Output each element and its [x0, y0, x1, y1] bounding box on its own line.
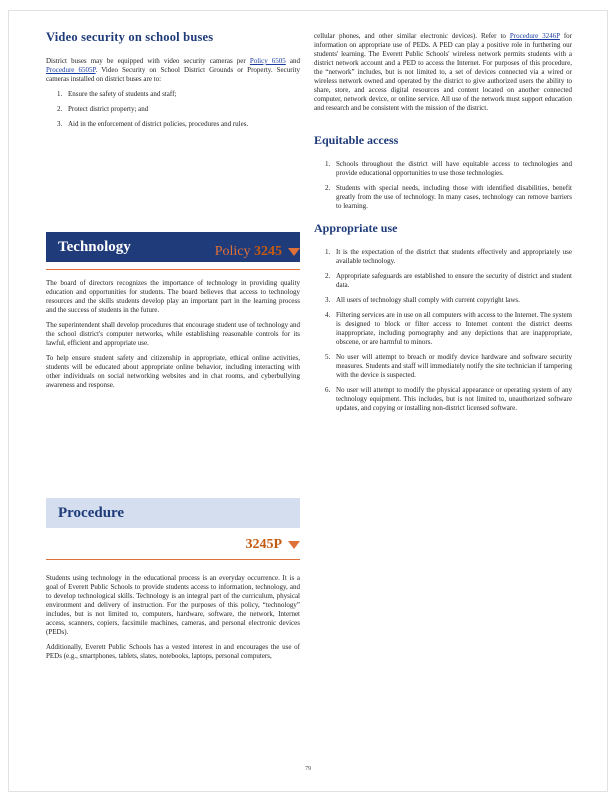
procedure-3245p: 3245P — [245, 537, 282, 552]
policy-6505-link[interactable]: Policy 6505 — [249, 57, 286, 65]
technology-paragraph-2: The superintendent shall develop procedures that encourage student use of technology and the school district's computer networks, while establishing reasonable controls for its lawful, efficient and appropriate use. — [46, 321, 300, 347]
right-column — [314, 32, 572, 419]
policy-3245: 3245 — [254, 244, 282, 259]
policy-divider — [46, 269, 300, 270]
list-item: 2. Protect district property; and — [64, 105, 300, 114]
appropriate-use-heading: Appropriate use — [314, 221, 398, 235]
technology-paragraph-1: The board of directors recognizes the importance of technology in providing quality education and opportunities for students. The board believes that access to technology resources and the skills students develop play an important part in the learning process and the success of students in the future. — [46, 279, 300, 314]
page-number: 79 — [305, 766, 311, 772]
list-item: 1. It is the expectation of the district that students effectively and appropriately use available technology. — [332, 248, 572, 266]
policy-label: Policy — [214, 244, 251, 259]
procedure-6505p-link[interactable]: Procedure 6505P — [46, 66, 96, 74]
procedure-paragraph-1: Students using technology in the educational process is an everyday occurrence. It is a goal of Everett Public Schools to provide students access to information, technology, and to develop technological skills. Technology is an integral part of the curriculum, physical environment and delivery of instruction. For the purposes of this policy, “technology” includes, but is not limited to, computers, hardware, software, the network, Internet access, scanners, copiers, facsimile machines, cameras, and personal electronic devices (PEDs). — [46, 574, 300, 636]
continuation-text-a: cellular phones, and other similar electronic devices). Refer to — [314, 32, 510, 40]
policy-number — [200, 244, 300, 260]
list-item: 3. All users of technology shall comply with current copyright laws. — [332, 296, 572, 305]
video-security-paragraph — [46, 57, 300, 84]
procedure-number — [200, 537, 300, 553]
list-item: 4. Filtering services are in use on all computers with access to the Internet. The system is designed to block or filter access to Internet content the district deems inappropriate, including pornography and any depictions that are inappropriate, obscene, or are harmful to minors. — [332, 311, 572, 347]
list-item: 3. Aid in the enforcement of district policies, procedures and rules. — [64, 120, 300, 129]
video-security-heading: Video security on school buses — [46, 30, 214, 44]
triangle-down-icon — [288, 248, 300, 256]
procedure-continuation — [314, 32, 572, 113]
continuation-text-b: for information on appropriate use of PEDs. A PED can play a positive role in furthering our students' learning. The Everett Public Schools' wireless network permits students with a district network account and a PED to access the Internet. For purposes of this procedure, the “network” includes, but is not limited to, a set of devices connected via a wired or wireless network owned and operated by the district to give authorized users the ability to share, store, and access digital resources and content located on another connected computer, network device, or online service. All use of the network must support education and research and be consistent with the mission of the district. — [314, 32, 572, 112]
list-item: 5. No user will attempt to breach or modify device hardware and software security measures. Students and staff will immediately notify the site technician if tampering with the device is suspected. — [332, 353, 572, 380]
list-item: 6. No user will attempt to modify the physical appearance or operating system of any technology equipment. This includes, but is not limited to, unauthorized software updates, and copying or installing non-district licensed software. — [332, 386, 572, 413]
appropriate-use-list — [314, 248, 572, 413]
list-item: 1. Schools throughout the district will have equitable access to technologies and provide educational opportunities to use those technologies. — [332, 160, 572, 178]
video-text-and: and — [285, 57, 301, 65]
equitable-access-list — [314, 160, 572, 211]
technology-section — [46, 279, 300, 390]
triangle-down-icon — [288, 541, 300, 549]
video-text-b: . Video Security on School District Grounds or Property. Security cameras installed on district buses are to: — [46, 66, 300, 83]
equitable-access-heading: Equitable access — [314, 133, 399, 147]
list-item: 2. Appropriate safeguards are established to ensure the security of district and student data. — [332, 272, 572, 290]
procedure-section — [46, 574, 300, 661]
list-item: 2. Students with special needs, including those with identified disabilities, benefit greatly from the use of technology. In many cases, technology can remove barriers to learning. — [332, 184, 572, 211]
procedure-banner: Procedure — [46, 498, 300, 528]
procedure-3246p-link[interactable]: Procedure 3246P — [509, 32, 560, 40]
video-text-a: District buses may be equipped with video security cameras per — [46, 57, 250, 65]
left-column — [46, 30, 300, 135]
list-item: 1. Ensure the safety of students and staff; — [64, 90, 300, 99]
video-security-list — [46, 90, 300, 129]
procedure-paragraph-2: Additionally, Everett Public Schools has a vested interest in and encourages the use of PEDs (e.g., smartphones, tablets, slates, notebooks, laptops, personal computers, — [46, 643, 300, 660]
procedure-divider — [46, 559, 300, 560]
technology-banner: Technology — [46, 232, 300, 262]
technology-paragraph-3: To help ensure student safety and citizenship in appropriate, ethical online activities, students will be educated about appropriate online behavior, including interacting with other individuals on social networking websites and in chat rooms, and cyberbullying awareness and response. — [46, 354, 300, 389]
